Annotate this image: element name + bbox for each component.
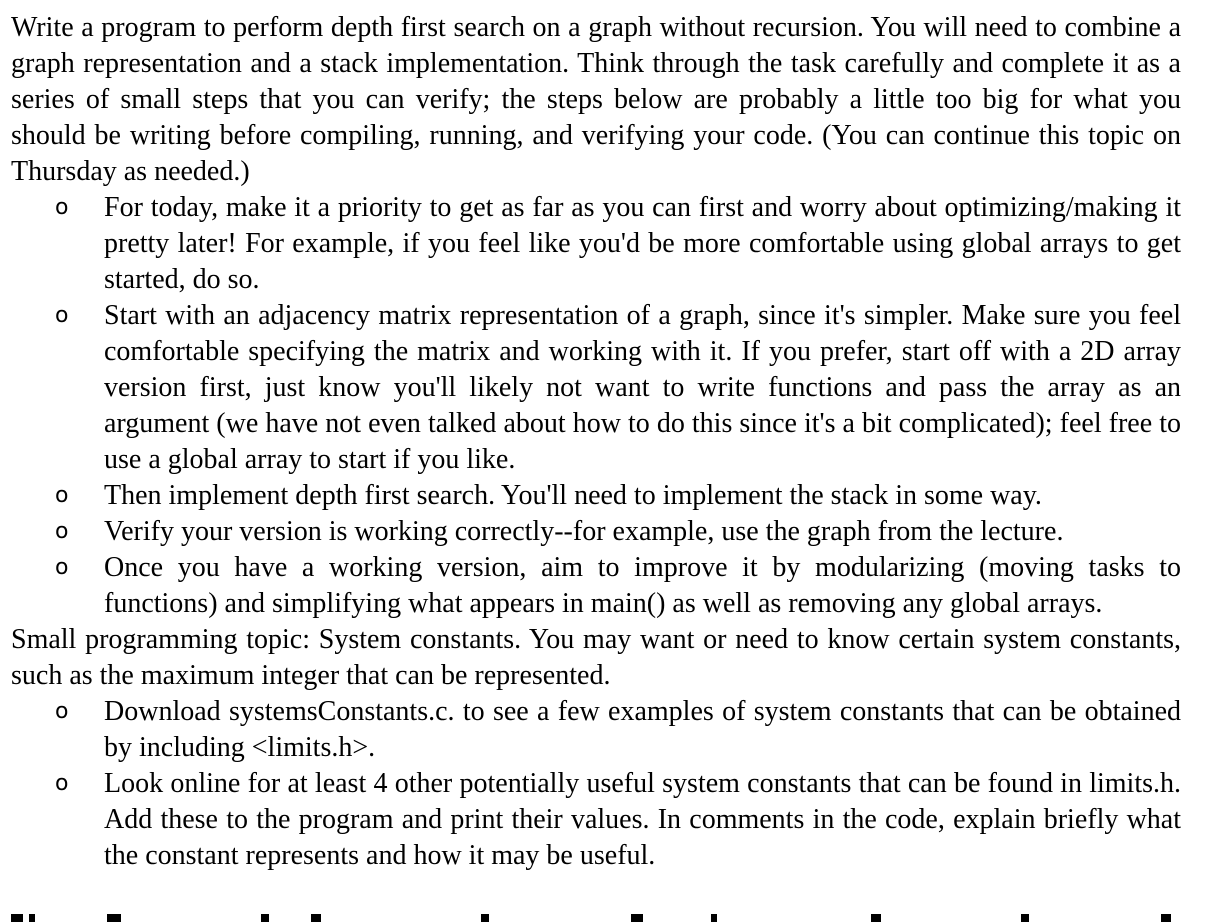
system-constants-paragraph: Small programming topic: System constants. You may want or need to know certain system constants, such as the maximum integer that can be represented. — [11, 624, 1181, 691]
list-item — [11, 478, 1181, 514]
bullet-marker: o — [55, 519, 69, 544]
dfs-steps-list — [11, 190, 1181, 622]
bullet-marker: o — [55, 483, 69, 508]
list-item — [11, 514, 1181, 550]
list-item — [11, 766, 1181, 874]
step-text: For today, make it a priority to get as far as you can first and worry about optimizing/making it pretty later! For example, if you feel like you'd be more comfortable using global arrays to get started, do so. — [104, 192, 1181, 295]
bullet-marker: o — [55, 303, 69, 328]
list-item — [11, 694, 1181, 766]
list-item — [11, 190, 1181, 298]
step-text: Look online for at least 4 other potentially useful system constants that can be found in limits.h. Add these to the program and print their values. In comments in the code, explain briefly what the constant represents and how it may be useful. — [104, 768, 1181, 871]
bullet-marker: o — [55, 699, 69, 724]
step-text: Start with an adjacency matrix representation of a graph, since it's simpler. Make sure you feel comfortable specifying the matrix and working with it. If you prefer, start off with a 2D array version first, just know you'll likely not want to write functions and pass the array as an argument (we have not even talked about how to do this since it's a bit complicated); feel free to use a global array to start if you like. — [104, 300, 1181, 475]
assignment-document — [11, 10, 1181, 874]
intro-paragraph: Write a program to perform depth first search on a graph without recursion. You will need to combine a graph representation and a stack implementation. Think through the task carefully and complete it as a series of small steps that you can verify; the steps below are probably a little too big for what you should be writing before compiling, running, and verifying your code. (You can continue this topic on Thursday as needed.) — [11, 12, 1181, 187]
list-item — [11, 550, 1181, 622]
bullet-marker: o — [55, 195, 69, 220]
step-text: Download systemsConstants.c. to see a few examples of system constants that can be obtained by including <limits.h>. — [104, 696, 1181, 763]
cut-off-next-line — [0, 910, 1214, 922]
system-constants-list — [11, 694, 1181, 874]
step-text: Verify your version is working correctly--for example, use the graph from the lecture. — [104, 516, 1064, 547]
step-text: Then implement depth first search. You'll need to implement the stack in some way. — [104, 480, 1042, 511]
step-text: Once you have a working version, aim to improve it by modularizing (moving tasks to functions) and simplifying what appears in main() as well as removing any global arrays. — [104, 552, 1181, 619]
bullet-marker: o — [55, 771, 69, 796]
list-item — [11, 298, 1181, 478]
bullet-marker: o — [55, 555, 69, 580]
